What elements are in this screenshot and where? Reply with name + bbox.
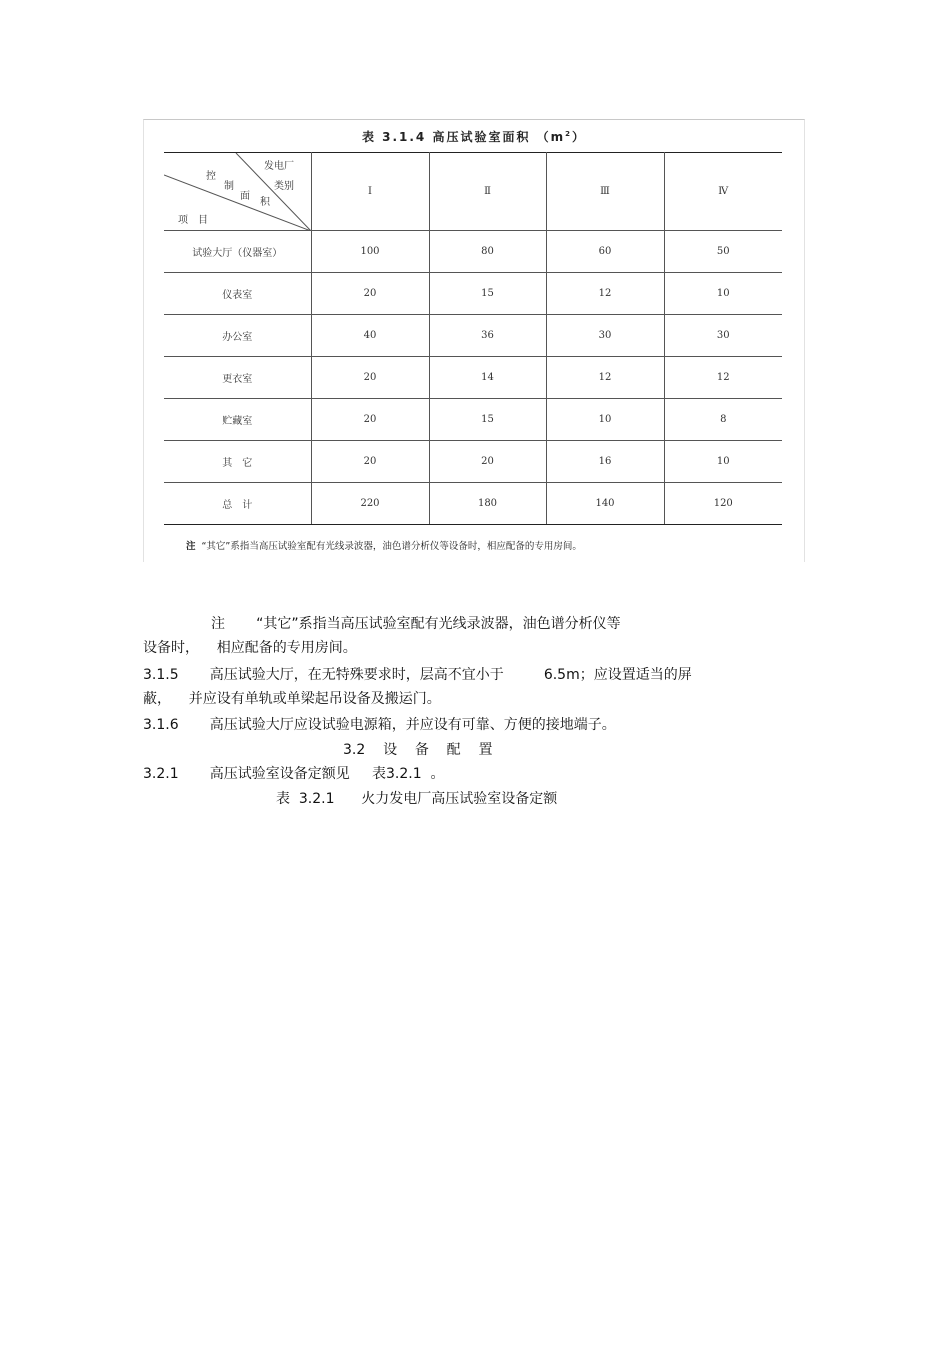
table-cell: 30: [546, 315, 664, 357]
clause-3-2-1: 3.2.1 高压试验室设备定额见 表3.2.1 。: [143, 766, 445, 782]
table-cell: 30: [664, 315, 782, 357]
clause-3-1-5-line-1: 3.1.5 高压试验大厅，在无特殊要求时，层高不宜小于 6.5m；应设置适当的屏: [143, 667, 692, 683]
table-cell: 20: [311, 357, 429, 399]
scanned-table-image: [143, 119, 805, 562]
table-3-2-1-caption: 表 3.2.1 火力发电厂高压试验室设备定额: [276, 791, 558, 807]
clause-3-1-5-line-2: 蔽， 并应设有单轨或单梁起吊设备及搬运门。: [143, 691, 441, 707]
table-cell: 10: [664, 441, 782, 483]
table-cell: 15: [429, 399, 546, 441]
table-row: [164, 273, 782, 315]
area-table: [164, 152, 782, 525]
table-row: [164, 441, 782, 483]
table-cell: 120: [664, 483, 782, 525]
table-title-text: 表 3.1.4 高压试验室面积: [361, 130, 531, 144]
table-row: [164, 315, 782, 357]
note-line-2: 设备时， 相应配备的专用房间。: [143, 640, 357, 656]
table-cell: 10: [664, 273, 782, 315]
table-cell: 180: [429, 483, 546, 525]
clause-3-1-6: 3.1.6 高压试验大厅应设试验电源箱，并应设有可靠、方便的接地端子。: [143, 717, 616, 733]
table-cell: 100: [311, 231, 429, 273]
table-cell: 12: [546, 357, 664, 399]
corner-label-item: 项 目: [178, 215, 208, 226]
column-header: Ⅲ: [546, 153, 664, 231]
table-row: [164, 231, 782, 273]
row-label: 贮藏室: [164, 399, 311, 441]
table-cell: 8: [664, 399, 782, 441]
table-cell: 40: [311, 315, 429, 357]
table-unit-prefix: （m: [536, 130, 566, 144]
row-label: 其 它: [164, 441, 311, 483]
table-cell: 12: [664, 357, 782, 399]
table-cell: 60: [546, 231, 664, 273]
table-cell: 140: [546, 483, 664, 525]
corner-label-mid-1: 控: [206, 171, 216, 182]
table-cell: 12: [546, 273, 664, 315]
table-cell: 15: [429, 273, 546, 315]
corner-label-plant: 发电厂: [264, 161, 294, 172]
table-row-total: [164, 483, 782, 525]
table-cell: 220: [311, 483, 429, 525]
table-footnote: [186, 538, 582, 552]
row-label: 仪表室: [164, 273, 311, 315]
column-header: Ⅱ: [429, 153, 546, 231]
diagonal-header-cell: [164, 153, 311, 231]
table-cell: 80: [429, 231, 546, 273]
corner-label-mid-3: 面: [240, 191, 250, 202]
column-header: Ⅳ: [664, 153, 782, 231]
row-label: 总 计: [164, 483, 311, 525]
table-unit-suffix: ）: [572, 130, 587, 144]
table-cell: 50: [664, 231, 782, 273]
table-row: [164, 399, 782, 441]
row-label: 更衣室: [164, 357, 311, 399]
row-label: 试验大厅（仪器室）: [164, 231, 311, 273]
table-title: [144, 128, 804, 145]
table-unit-sup: 2: [565, 130, 573, 138]
table-cell: 10: [546, 399, 664, 441]
table-cell: 20: [311, 441, 429, 483]
table-row: [164, 357, 782, 399]
table-footnote-label: 注: [186, 541, 196, 552]
table-cell: 16: [546, 441, 664, 483]
table-cell: 20: [311, 399, 429, 441]
table-footnote-text: “其它”系指当高压试验室配有光线录波器，油色谱分析仪等设备时，相应配备的专用房间。: [201, 541, 582, 552]
table-header-row: [164, 153, 782, 231]
table-cell: 20: [311, 273, 429, 315]
corner-label-category: 类别: [274, 181, 294, 192]
note-line-1: 注 “其它”系指当高压试验室配有光线录波器，油色谱分析仪等: [211, 616, 621, 632]
section-heading-3-2: 3.2 设 备 配 置: [343, 742, 493, 758]
corner-label-mid-2: 制: [224, 181, 234, 192]
corner-label-mid-4: 积: [260, 197, 270, 208]
table-cell: 36: [429, 315, 546, 357]
row-label: 办公室: [164, 315, 311, 357]
column-header: Ⅰ: [311, 153, 429, 231]
table-cell: 20: [429, 441, 546, 483]
table-cell: 14: [429, 357, 546, 399]
